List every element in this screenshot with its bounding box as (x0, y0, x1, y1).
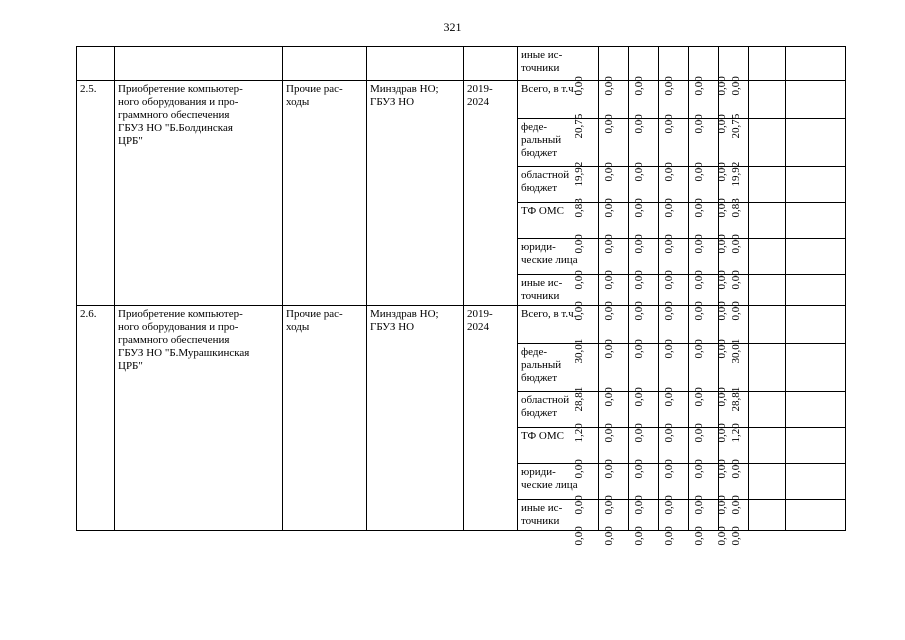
value-text: 0,00 (633, 301, 645, 321)
value-text: 0,00 (730, 301, 742, 321)
expense-type: Прочие рас- ходы (283, 306, 367, 531)
value-cell (633, 167, 689, 218)
item-name: Приобретение компьютер- ного оборудования и про- граммного обеспечения ГБУЗ НО "Б.Мурашкинская ЦРБ" (115, 306, 283, 531)
value-text: 0,00 (663, 526, 675, 546)
item-number: 2.5. (77, 81, 115, 306)
source-label: феде- ральный бюджет (518, 119, 599, 167)
value-text: 0,00 (693, 339, 705, 359)
value-text: 28,81 (730, 387, 742, 412)
source-label: областной бюджет (518, 167, 599, 203)
value-text: 0,00 (716, 526, 728, 546)
value-text: 0,00 (716, 76, 728, 96)
value-cell (663, 167, 719, 218)
expense-type: Прочие рас- ходы (283, 81, 367, 306)
value-text: 0,00 (663, 459, 675, 479)
value-text: 0,00 (663, 114, 675, 134)
value-text: 0,00 (693, 526, 705, 546)
value-text: 0,00 (603, 76, 615, 96)
page-number: 321 (443, 20, 462, 34)
value-text: 0,00 (716, 423, 728, 443)
value-cell (603, 428, 659, 479)
value-text: 0,00 (693, 301, 705, 321)
value-text: 20,75 (730, 114, 742, 139)
value-text: 0,00 (573, 459, 585, 479)
source-label: областной бюджет (518, 392, 599, 428)
value-text: 0,00 (730, 76, 742, 96)
value-cell (663, 428, 719, 479)
value-text: 0,00 (663, 270, 675, 290)
value-cell (663, 81, 719, 134)
value-text: 0,00 (716, 114, 728, 134)
value-text: 0,00 (603, 198, 615, 218)
table-row (77, 47, 846, 81)
value-text: 0,00 (603, 423, 615, 443)
value-cell (716, 239, 786, 290)
value-cell (663, 119, 719, 182)
value-text: 0,00 (573, 301, 585, 321)
value-text: 0,00 (716, 234, 728, 254)
value-cell (573, 239, 629, 290)
value-cell (663, 344, 719, 407)
source-label: юриди- ческие лица (518, 464, 599, 500)
value-text: 0,00 (633, 423, 645, 443)
value-cell (633, 428, 689, 479)
value-text: 0,00 (730, 270, 742, 290)
value-text: 0,00 (693, 459, 705, 479)
value-text: 0,00 (633, 114, 645, 134)
value-text: 0,00 (693, 270, 705, 290)
source-label: ТФ ОМС (518, 203, 599, 239)
value-text: 0,00 (573, 526, 585, 546)
table-row (77, 81, 846, 119)
value-text: 0,00 (693, 162, 705, 182)
value-text: 0,00 (573, 76, 585, 96)
value-cell (633, 344, 689, 407)
source-label: Всего, в т.ч. (518, 81, 599, 119)
budget-table (76, 46, 846, 546)
item-name: Приобретение компьютер- ного оборудования и про- граммного обеспечения ГБУЗ НО "Б.Болдинская ЦРБ" (115, 81, 283, 306)
value-text: 0,00 (663, 387, 675, 407)
source-label: иные ис- точники (518, 500, 599, 531)
source-label: ТФ ОМС (518, 428, 599, 464)
value-text: 0,00 (603, 301, 615, 321)
value-text: 0,00 (730, 526, 742, 546)
value-text: 19,92 (573, 162, 585, 187)
value-cell (730, 500, 846, 546)
value-text: 0,00 (693, 234, 705, 254)
value-cell (693, 464, 749, 515)
value-text: 0,00 (693, 114, 705, 134)
value-text: 0,00 (716, 459, 728, 479)
value-text: 0,00 (633, 459, 645, 479)
empty-cell (283, 47, 367, 81)
value-text: 0,00 (633, 234, 645, 254)
value-text: 0,00 (633, 198, 645, 218)
value-text: 0,00 (730, 234, 742, 254)
value-text: 0,00 (663, 423, 675, 443)
value-text: 0,00 (603, 495, 615, 515)
value-text: 0,00 (603, 270, 615, 290)
value-cell (730, 47, 846, 96)
value-text: 30,01 (573, 339, 585, 364)
value-cell (693, 239, 749, 290)
value-text: 0,00 (573, 234, 585, 254)
value-cell (603, 306, 659, 359)
value-text: 0,00 (633, 339, 645, 359)
value-cell (663, 392, 719, 443)
value-text: 0,00 (693, 76, 705, 96)
value-cell (730, 239, 846, 290)
value-cell (603, 344, 659, 407)
value-text: 0,00 (693, 198, 705, 218)
value-text: 0,00 (603, 339, 615, 359)
value-text: 0,00 (603, 459, 615, 479)
value-cell (663, 203, 719, 254)
value-text: 0,00 (633, 387, 645, 407)
value-text: 0,00 (716, 301, 728, 321)
value-text: 0,00 (663, 495, 675, 515)
value-text: 0,00 (693, 423, 705, 443)
value-cell (693, 203, 749, 254)
value-text: 0,00 (693, 495, 705, 515)
value-text: 0,00 (603, 162, 615, 182)
value-text: 0,00 (603, 387, 615, 407)
source-label: юриди- ческие лица (518, 239, 599, 275)
value-text: 0,00 (693, 387, 705, 407)
period: 2019- 2024 (464, 306, 518, 531)
value-cell (603, 392, 659, 443)
value-cell (663, 464, 719, 515)
value-cell (633, 306, 689, 359)
value-text: 0,83 (573, 198, 585, 218)
value-text: 0,00 (663, 162, 675, 182)
source-label: иные ис- точники (518, 275, 599, 306)
value-text: 0,00 (603, 526, 615, 546)
executor: Минздрав НО; ГБУЗ НО (367, 306, 464, 531)
item-number: 2.6. (77, 306, 115, 531)
value-text: 0,00 (663, 301, 675, 321)
value-cell (663, 306, 719, 359)
value-cell (633, 119, 689, 182)
value-text: 1,20 (730, 423, 742, 443)
value-text: 28,81 (573, 387, 585, 412)
value-text: 0,00 (633, 76, 645, 96)
value-text: 0,00 (716, 339, 728, 359)
value-cell (603, 239, 659, 290)
value-text: 19,92 (730, 162, 742, 187)
source-label: феде- ральный бюджет (518, 344, 599, 392)
value-text: 30,01 (730, 339, 742, 364)
value-text: 0,00 (633, 270, 645, 290)
value-text: 0,00 (573, 270, 585, 290)
source-label: иные ис- точники (518, 47, 599, 81)
value-text: 0,00 (716, 198, 728, 218)
value-cell (603, 81, 659, 134)
value-text: 0,00 (633, 495, 645, 515)
value-text: 0,00 (663, 234, 675, 254)
value-text: 0,00 (633, 162, 645, 182)
empty-cell (77, 47, 115, 81)
value-text: 0,00 (716, 162, 728, 182)
value-text: 0,00 (663, 76, 675, 96)
value-text: 0,00 (603, 234, 615, 254)
value-cell (633, 392, 689, 443)
value-text: 0,00 (730, 459, 742, 479)
value-text: 0,00 (716, 270, 728, 290)
value-text: 0,00 (716, 387, 728, 407)
empty-cell (367, 47, 464, 81)
value-cell (730, 464, 846, 515)
value-cell (603, 119, 659, 182)
value-cell (633, 464, 689, 515)
value-text: 0,00 (573, 495, 585, 515)
value-cell (573, 464, 629, 515)
table-row (77, 306, 846, 344)
value-cell (633, 239, 689, 290)
value-text: 0,00 (716, 495, 728, 515)
value-cell (633, 203, 689, 254)
source-label: Всего, в т.ч. (518, 306, 599, 344)
value-text: 0,00 (730, 495, 742, 515)
value-cell (633, 81, 689, 134)
value-text: 0,00 (633, 526, 645, 546)
period: 2019- 2024 (464, 81, 518, 306)
empty-cell (464, 47, 518, 81)
value-cell (663, 239, 719, 290)
value-cell (603, 464, 659, 515)
value-text: 0,00 (603, 114, 615, 134)
value-text: 1,20 (573, 423, 585, 443)
value-cell (603, 203, 659, 254)
empty-cell (115, 47, 283, 81)
value-cell (730, 275, 846, 321)
value-text: 0,00 (663, 198, 675, 218)
value-text: 0,83 (730, 198, 742, 218)
value-text: 0,00 (663, 339, 675, 359)
executor: Минздрав НО; ГБУЗ НО (367, 81, 464, 306)
value-cell (693, 428, 749, 479)
value-cell (603, 167, 659, 218)
value-cell (716, 464, 786, 515)
value-text: 20,75 (573, 114, 585, 139)
